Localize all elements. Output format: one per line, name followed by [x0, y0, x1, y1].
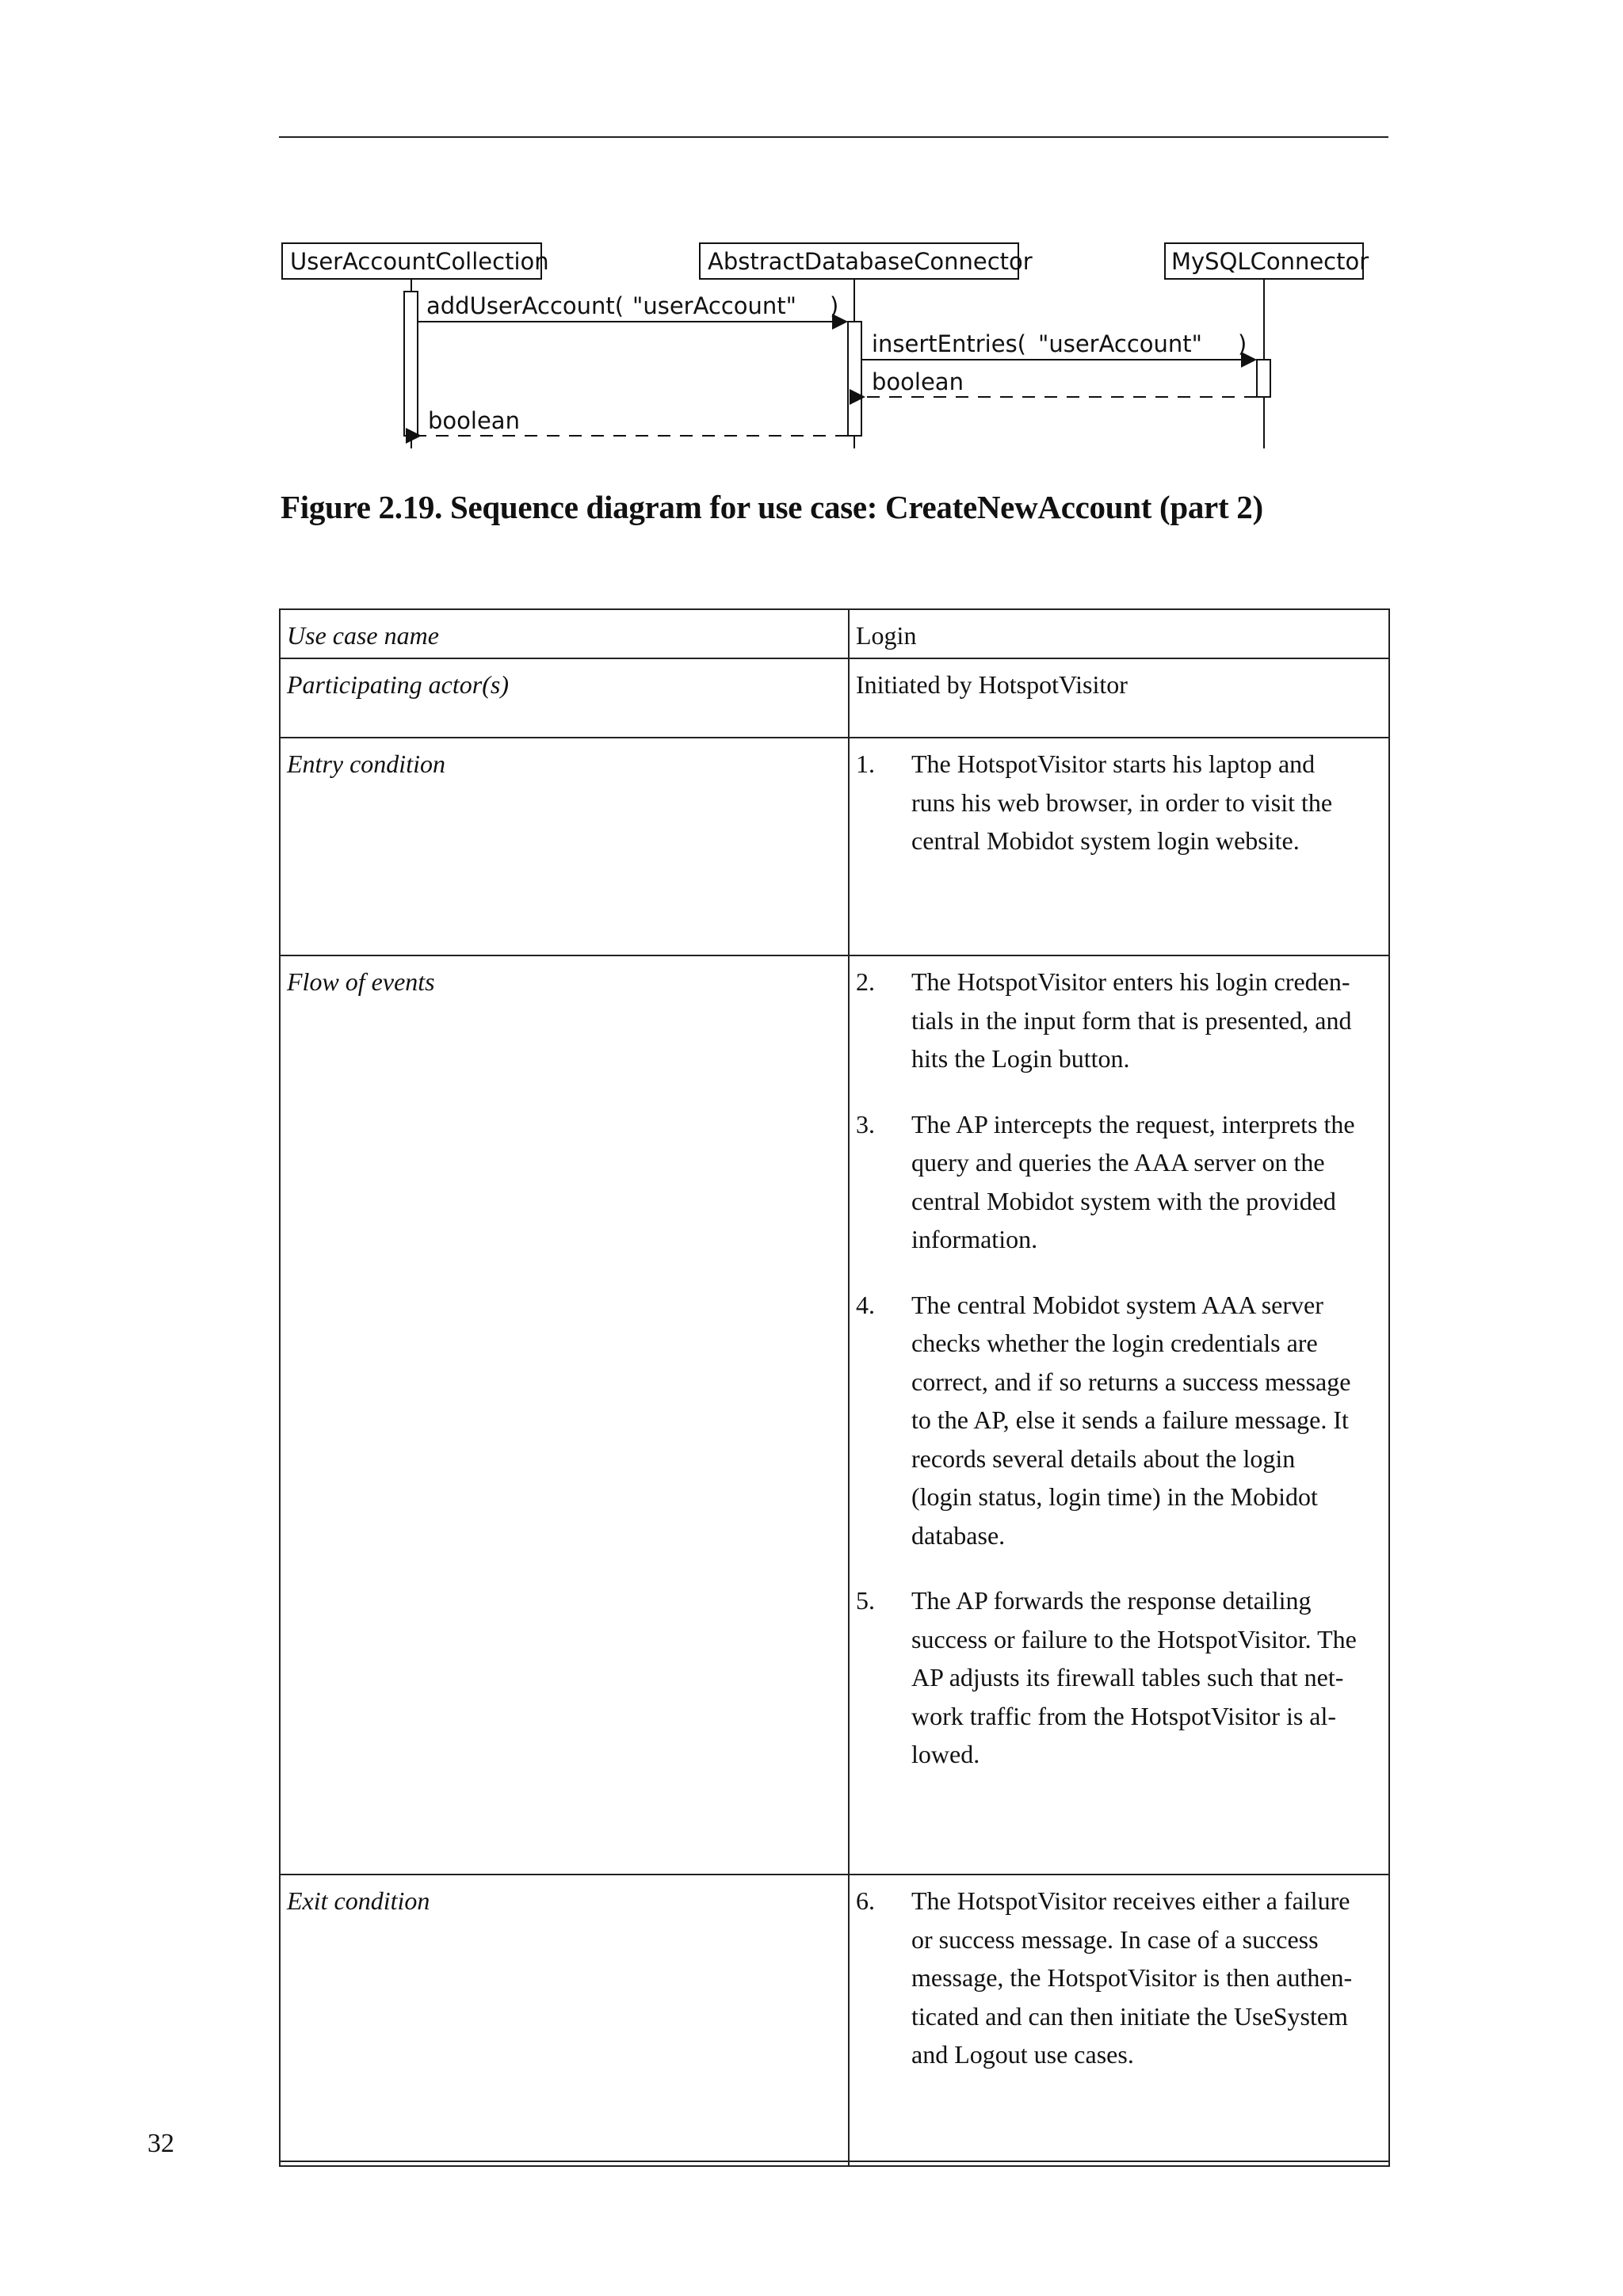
message-close: ) [830, 292, 839, 319]
header-rule [279, 136, 1388, 138]
step-line: correct, and if so returns a success message [911, 1367, 1351, 1396]
actor-label: Participating actor(s) [280, 658, 849, 738]
page-number: 32 [147, 2129, 174, 2158]
step-text [911, 1882, 1382, 2074]
step-line: central Mobidot system with the provided [911, 1186, 1336, 1215]
step-number: 2. [856, 967, 875, 996]
step-line: hits the Login button. [911, 1044, 1130, 1073]
step-item [856, 1882, 1382, 2074]
table-end-cell [280, 2161, 849, 2166]
flow-of-events-value [849, 955, 1389, 1875]
step-line: to the AP, else it sends a failure message. It [911, 1405, 1349, 1434]
message-method: insertEntries( [872, 330, 1026, 357]
lifeline-head-mysqlconnector [1165, 243, 1369, 279]
step-line: work traffic from the HotspotVisitor is al- [911, 1701, 1337, 1730]
actor-value: Initiated by HotspotVisitor [849, 658, 1389, 738]
activation-bar [404, 292, 418, 436]
exit-condition-label: Exit condition [280, 1875, 849, 2161]
table-end-cell [849, 2161, 1389, 2166]
step-line: query and queries the AAA server on the [911, 1148, 1325, 1177]
table-row [280, 738, 1389, 955]
step-line: or success message. In case of a success [911, 1924, 1319, 1954]
step-list [856, 963, 1382, 1774]
entry-condition-value [849, 738, 1389, 955]
step-number: 3. [856, 1109, 875, 1138]
step-line: The AP intercepts the request, interprets the [911, 1109, 1355, 1138]
step-item [856, 1105, 1382, 1259]
step-line: records several details about the login [911, 1444, 1296, 1473]
step-line: (login status, login time) in the Mobidot [911, 1482, 1318, 1511]
activation-bar [1257, 360, 1270, 397]
step-line: and Logout use cases. [911, 2040, 1134, 2069]
lifeline-head-useraccountcollection [282, 243, 549, 279]
step-line: The HotspotVisitor receives either a failure [911, 1886, 1350, 1915]
sequence-diagram-svg [277, 238, 1387, 452]
step-item [856, 1581, 1382, 1774]
table-row [280, 1875, 1389, 2161]
step-line: The AP forwards the response detailing [911, 1586, 1312, 1615]
step-line: The central Mobidot system AAA server [911, 1290, 1323, 1319]
step-list [856, 745, 1382, 860]
entry-condition-label: Entry condition [280, 738, 849, 955]
activation-bar [848, 322, 861, 436]
table-row [280, 955, 1389, 1875]
step-line: message, the HotspotVisitor is then authen- [911, 1963, 1353, 1992]
step-item [856, 963, 1382, 1078]
message-arg: "userAccount" [632, 292, 797, 319]
table-row [280, 609, 1389, 658]
table-row [280, 658, 1389, 738]
message-close: ) [1238, 330, 1247, 357]
lifeline-head-abstractdatabaseconnector [700, 243, 1033, 279]
lifeline-label: AbstractDatabaseConnector [708, 248, 1033, 275]
sequence-diagram [277, 238, 1387, 452]
step-line: AP adjusts its firewall tables such that net- [911, 1663, 1344, 1691]
step-text [911, 1581, 1382, 1774]
message-arg: "userAccount" [1038, 330, 1203, 357]
step-line: The HotspotVisitor starts his laptop and [911, 749, 1316, 778]
step-text [911, 1105, 1382, 1259]
step-line: checks whether the login credentials are [911, 1329, 1318, 1357]
step-line: lowed. [911, 1740, 980, 1768]
lifeline-label: UserAccountCollection [290, 248, 549, 275]
step-list [856, 1882, 1382, 2074]
step-line: runs his web browser, in order to visit the [911, 788, 1333, 817]
step-line: tials in the input form that is presented, and [911, 1005, 1352, 1035]
use-case-name-value: Login [849, 609, 1389, 658]
step-text [911, 745, 1382, 860]
step-number: 5. [856, 1586, 875, 1615]
return-label: boolean [428, 407, 520, 434]
step-line: The HotspotVisitor enters his login creden- [911, 967, 1350, 996]
table-row [280, 2161, 1389, 2166]
step-line: central Mobidot system login website. [911, 826, 1300, 855]
step-number: 4. [856, 1290, 875, 1319]
flow-of-events-label: Flow of events [280, 955, 849, 1875]
step-number: 6. [856, 1886, 875, 1915]
step-line: success or failure to the HotspotVisitor. The [911, 1624, 1357, 1653]
figure-caption: Figure 2.19. Sequence diagram for use case: CreateNewAccount (part 2) [281, 489, 1263, 525]
return-label: boolean [872, 368, 964, 395]
step-text [911, 963, 1382, 1078]
step-line: database. [911, 1520, 1006, 1550]
step-number: 1. [856, 749, 875, 778]
use-case-name-label: Use case name [280, 609, 849, 658]
step-item [856, 1286, 1382, 1555]
step-item [856, 745, 1382, 860]
exit-condition-value [849, 1875, 1389, 2161]
step-text [911, 1286, 1382, 1555]
step-line: information. [911, 1225, 1038, 1253]
use-case-table [279, 608, 1390, 2167]
lifeline-label: MySQLConnector [1171, 248, 1369, 275]
step-line: ticated and can then initiate the UseSystem [911, 2001, 1348, 2031]
message-method: addUserAccount( [426, 292, 624, 319]
